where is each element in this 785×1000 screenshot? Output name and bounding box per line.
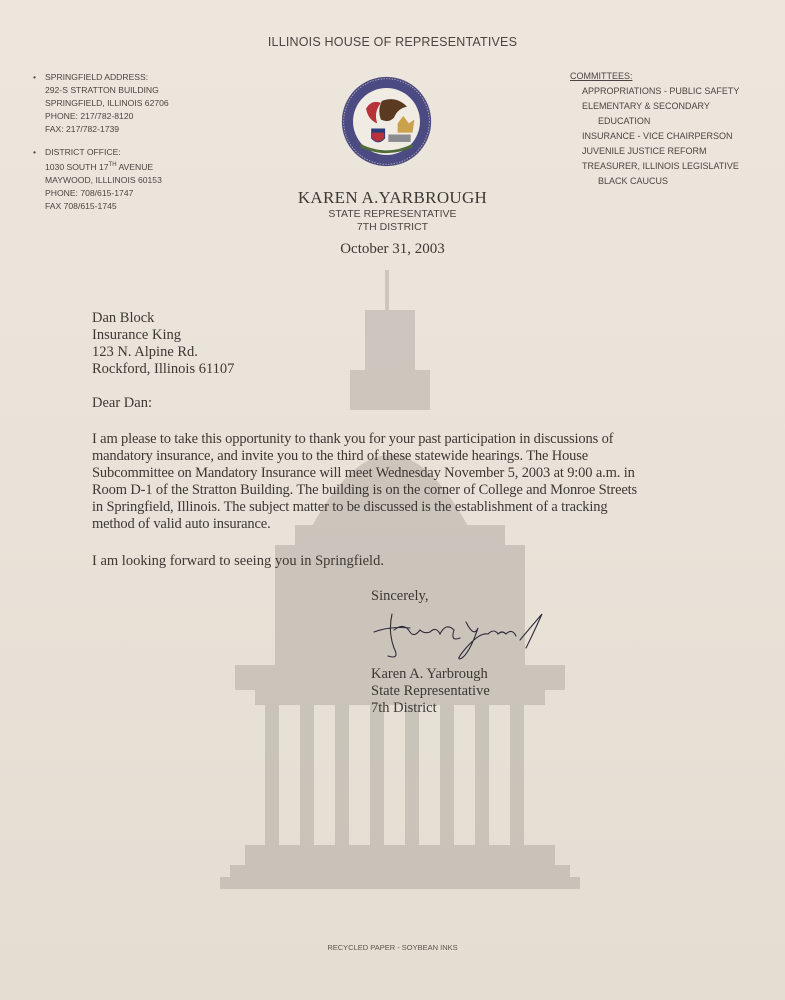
representative-district: 7TH DISTRICT [356, 221, 429, 233]
signer-name: Karen A. Yarbrough [371, 666, 488, 682]
signature-image [370, 608, 555, 663]
committee-item: ELEMENTARY & SECONDARY [582, 101, 710, 111]
committee-item: TREASURER, ILLINOIS LEGISLATIVE [582, 161, 739, 171]
recipient-company: Insurance King [92, 327, 181, 343]
committee-item: EDUCATION [598, 116, 651, 126]
committee-item: INSURANCE - VICE CHAIRPERSON [582, 131, 733, 141]
recipient-city: Rockford, Illinois 61107 [92, 361, 235, 377]
committee-item: BLACK CAUCUS [598, 176, 669, 186]
springfield-address [33, 71, 169, 136]
salutation: Dear Dan: [92, 395, 152, 411]
committee-item: JUVENILE JUSTICE REFORM [582, 146, 707, 156]
district-line1-avenue: AVENUE [116, 161, 154, 172]
springfield-phone: PHONE: 217/782-8120 [45, 111, 134, 121]
body-line: Room D-1 of the Stratton Building. The building is on the corner of College and Monroe Streets [92, 482, 638, 498]
illinois-state-seal-icon [340, 75, 433, 168]
district-phone: PHONE: 708/615-1747 [45, 187, 134, 198]
springfield-fax: FAX: 217/782-1739 [45, 124, 120, 134]
recipient-name: Dan Block [92, 310, 155, 326]
closing: Sincerely, [371, 588, 429, 604]
letterhead-title: ILLINOIS HOUSE OF REPRESENTATIVES [267, 35, 518, 49]
body-line: I am please to take this opportunity to thank you for your past participation in discussions of [92, 431, 614, 447]
letter-date: October 31, 2003 [340, 241, 445, 257]
recipient-address [92, 310, 234, 378]
district-line1-sup: TH [108, 162, 117, 168]
springfield-label: SPRINGFIELD ADDRESS: [45, 72, 149, 82]
body-line: method of valid auto insurance. [92, 516, 271, 532]
bullet-icon: • [33, 72, 37, 82]
body-paragraph-2: I am looking forward to seeing you in Springfield. [92, 553, 384, 569]
recipient-street: 123 N. Alpine Rd. [92, 344, 198, 360]
body-paragraph-1 [92, 431, 637, 533]
district-label: DISTRICT OFFICE: [45, 147, 121, 157]
district-fax: FAX 708/615-1745 [45, 200, 117, 211]
footer-recycled-note: RECYCLED PAPER - SOYBEAN INKS [327, 943, 458, 952]
committee-item: APPROPRIATIONS - PUBLIC SAFETY [582, 86, 740, 96]
body-line: Subcommittee on Mandatory Insurance will meet Wednesday November 5, 2003 at 9:00 a.m. in [92, 465, 635, 481]
committees-list [570, 69, 739, 189]
district-line1 [45, 159, 162, 174]
signature-block [371, 666, 490, 717]
springfield-line2: SPRINGFIELD, ILLINOIS 62706 [45, 98, 169, 108]
springfield-line1: 292-S STRATTON BUILDING [45, 85, 159, 95]
signer-title: State Representative [371, 683, 490, 699]
representative-title: STATE REPRESENTATIVE [328, 208, 457, 220]
district-line1-street: 1030 SOUTH 17 [45, 161, 109, 172]
signer-district: 7th District [371, 700, 437, 716]
body-line: mandatory insurance, and invite you to the third of these statewide hearings. The House [92, 448, 589, 464]
representative-name-block [0, 188, 785, 258]
representative-name: KAREN A.YARBROUGH [297, 188, 488, 207]
committees-title: COMMITTEES: [570, 71, 633, 81]
district-line2: MAYWOOD, ILLLINOIS 60153 [45, 174, 162, 185]
body-line: in Springfield, Illinois. The subject matter to be discussed is the establishment of a tracking [92, 499, 608, 515]
bullet-icon: • [33, 147, 37, 157]
